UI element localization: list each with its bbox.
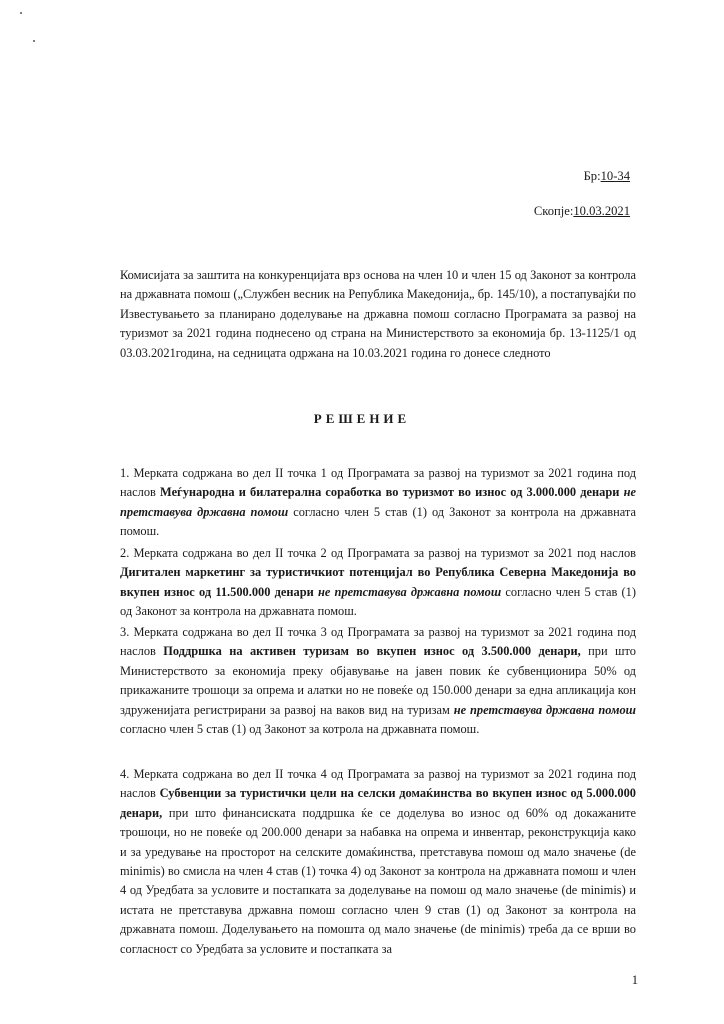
document-date-value: 10.03.2021 [573,204,630,218]
document-date [534,203,630,219]
decision-item-1: 1. Мерката содржана во дел II точка 1 од Програмата за развој на туризмот за 2021 година под наслов Меѓународна и билатерална соработка во туризмот во износ од 3.000.000 денари не претставува државна помош согласно член 5 став (1) од Законот за контрола на државната помош. [120,466,636,539]
decision-item-3: 3. Мерката содржана во дел II точка 3 од Програмата за развој на туризмот за 2021 година под наслов Поддршка на активен туризам во вкупен износ од 3.500.000 денари, при што Министерството за економија преку објавување на јавен повик ќе субвенционира 50% од прикажаните трошоци за опрема и алатки но не повеќе од 150.000 денари за една апликација кон здруженијата регистрирани за развој на ваков вид на туризам не претставува државна помош согласно член 5 став (1) од Законот за котрола на државната помош. [120,625,636,737]
decision-heading: РЕШЕНИЕ [313,411,411,426]
scan-speck [33,40,35,42]
intro-paragraph: Комисијата за заштита на конкуренцијата врз основа на член 10 и член 15 од Законот за контрола на државната помош („Службен весник на Република Македонија„ бр. 145/10), а постапувајќи по Известувањето за планирано доделување на државна помош согласно Програмата за развој на туризмот за 2021 година поднесено од страна на Министерството за економија бр. 13-1125/1 од 03.03.2021година, на седницата одржана на 10.03.2021 година го донесе следното [120,268,636,360]
document-number [584,168,630,184]
scan-speck [20,12,22,14]
page-number: 1 [631,973,638,987]
document-city-label: Скопје: [533,204,574,218]
document-number-value: 10-34 [600,169,630,183]
document-number-label: Бр: [583,169,601,183]
decision-item-4: 4. Мерката содржана во дел II точка 4 од Програмата за развој на туризмот за 2021 година под наслов Субвенции за туристички цели на селски домаќинства во вкупен износ од 5.000.000 денари, при што финансиската поддршка ќе се доделува во износ од 60% од докажаните трошоци, но не повеќе од 200.000 денари за набавка на опрема и инвентар, реконструкција како и за уредување на просторот на селските домаќинства, претставува помош од мало значење (de minimis) во смисла на член 4 став (1) точка 4) од Законот за контрола на државната помош и член 4 од Уредбата за условите и постапката за доделување на помош од мало значење (de minimis) и истата не претставува државна помош согласно член 9 став (1) од Законот за контрола на државната помош. Доделувањето на помошта од мало значење (de minimis) треба да се врши во согласност со Уредбата за условите и постапката за [120,767,636,956]
decision-item-2: 2. Мерката содржана во дел II точка 2 од Програмата за развој на туризмот за 2021 под наслов Дигитален маркетинг за туристичкиот потенцијал во Република Северна Македонија во вкупен износ од 11.500.000 денари не претставува државна помош согласно член 5 став (1) од Законот за контрола на државната помош. [120,546,636,619]
